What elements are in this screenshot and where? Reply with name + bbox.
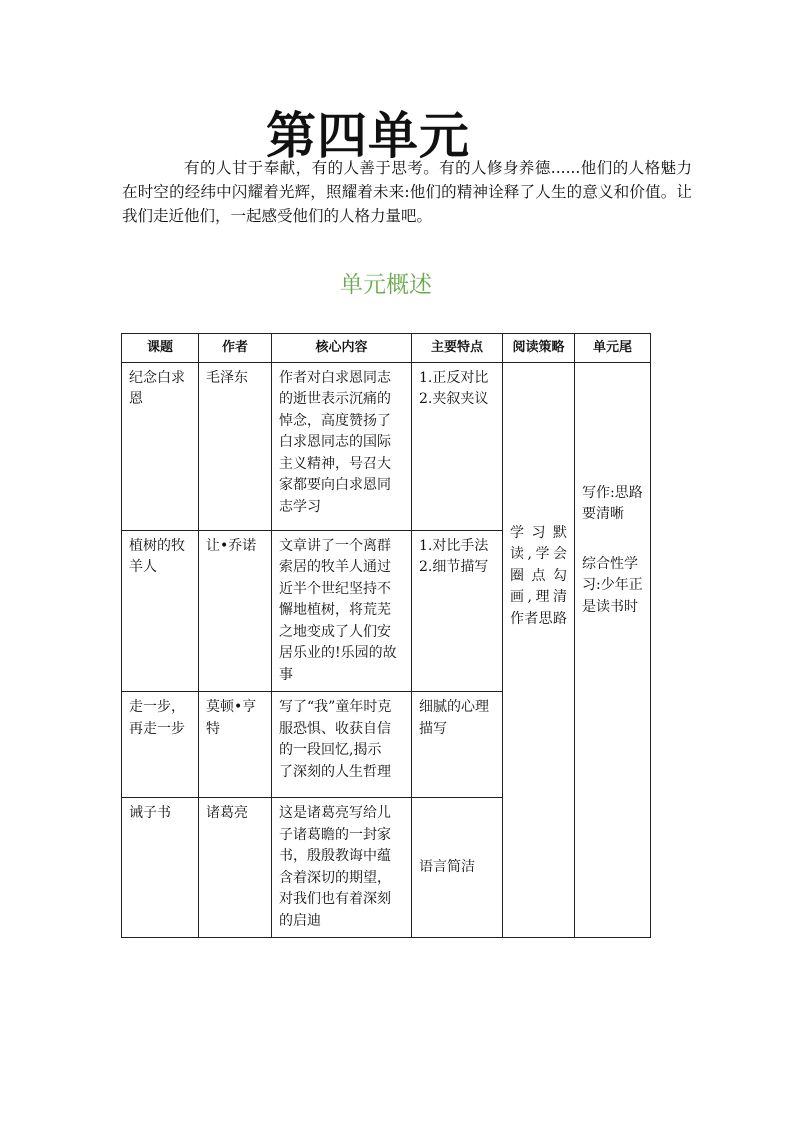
topic-cell: 诫子书 <box>122 798 199 938</box>
table-header-row <box>122 334 651 363</box>
reading-strategy-cell: 学习默读,学会圈点勾画,理清作者思路 <box>503 362 575 938</box>
topic-cell: 走一步，再走一步 <box>122 692 199 798</box>
author-cell: 诸葛亮 <box>199 798 272 938</box>
content-cell: 作者对白求恩同志的逝世表示沉痛的悼念，高度赞扬了白求恩同志的国际主义精神，号召大家都要向白求恩同志学习 <box>272 362 412 530</box>
features-cell: 细腻的心理描写 <box>412 692 503 798</box>
topic-cell: 纪念白求恩 <box>122 362 199 530</box>
author-cell: 毛泽东 <box>199 362 272 530</box>
features-cell: 1.对比手法 2.细节描写 <box>412 530 503 692</box>
header-content: 核心内容 <box>272 334 412 363</box>
header-author: 作者 <box>199 334 272 363</box>
table-row <box>122 362 651 530</box>
header-strategy: 阅读策略 <box>503 334 575 363</box>
unit-end-writing: 写作:思路要清晰 <box>582 484 643 522</box>
author-cell: 让•乔诺 <box>199 530 272 692</box>
features-cell: 1.正反对比 2.夹叙夹议 <box>412 362 503 530</box>
header-topic: 课题 <box>122 334 199 363</box>
page-title: 第四单元 <box>266 107 470 165</box>
intro-paragraph: 有的人甘于奉献，有的人善于思考。有的人修身养德......他们的人格魅力在时空的经纬中闪耀着光辉，照耀着未来:他们的精神诠释了人生的意义和价值。让我们走近他们，一起感受他们的人格力量吧。 <box>122 159 692 225</box>
section-subtitle: 单元概述 <box>340 272 432 298</box>
unit-end-cell <box>575 362 651 938</box>
header-unit-end: 单元尾 <box>575 334 651 363</box>
features-cell: 语言简洁 <box>412 798 503 938</box>
unit-overview-table <box>121 333 651 938</box>
author-cell: 莫顿•亨特 <box>199 692 272 798</box>
unit-end-comprehensive: 综合性学习:少年正是读书时 <box>582 555 643 615</box>
topic-cell: 植树的牧羊人 <box>122 530 199 692</box>
content-cell: 文章讲了一个离群索居的牧羊人通过近半个世纪坚持不懈地植树，将荒芜之地变成了人们安居乐业的!乐园的故事 <box>272 530 412 692</box>
content-cell: 这是诸葛亮写给儿子诸葛瞻的一封家书，殷殷教诲中蕴含着深切的期望，对我们也有着深刻的启迪 <box>272 798 412 938</box>
header-features: 主要特点 <box>412 334 503 363</box>
unit-end-spacer <box>582 526 643 554</box>
content-cell: 写了“我”童年时克服恐惧、收获自信的一段回忆,揭示 了深刻的人生哲理 <box>272 692 412 798</box>
